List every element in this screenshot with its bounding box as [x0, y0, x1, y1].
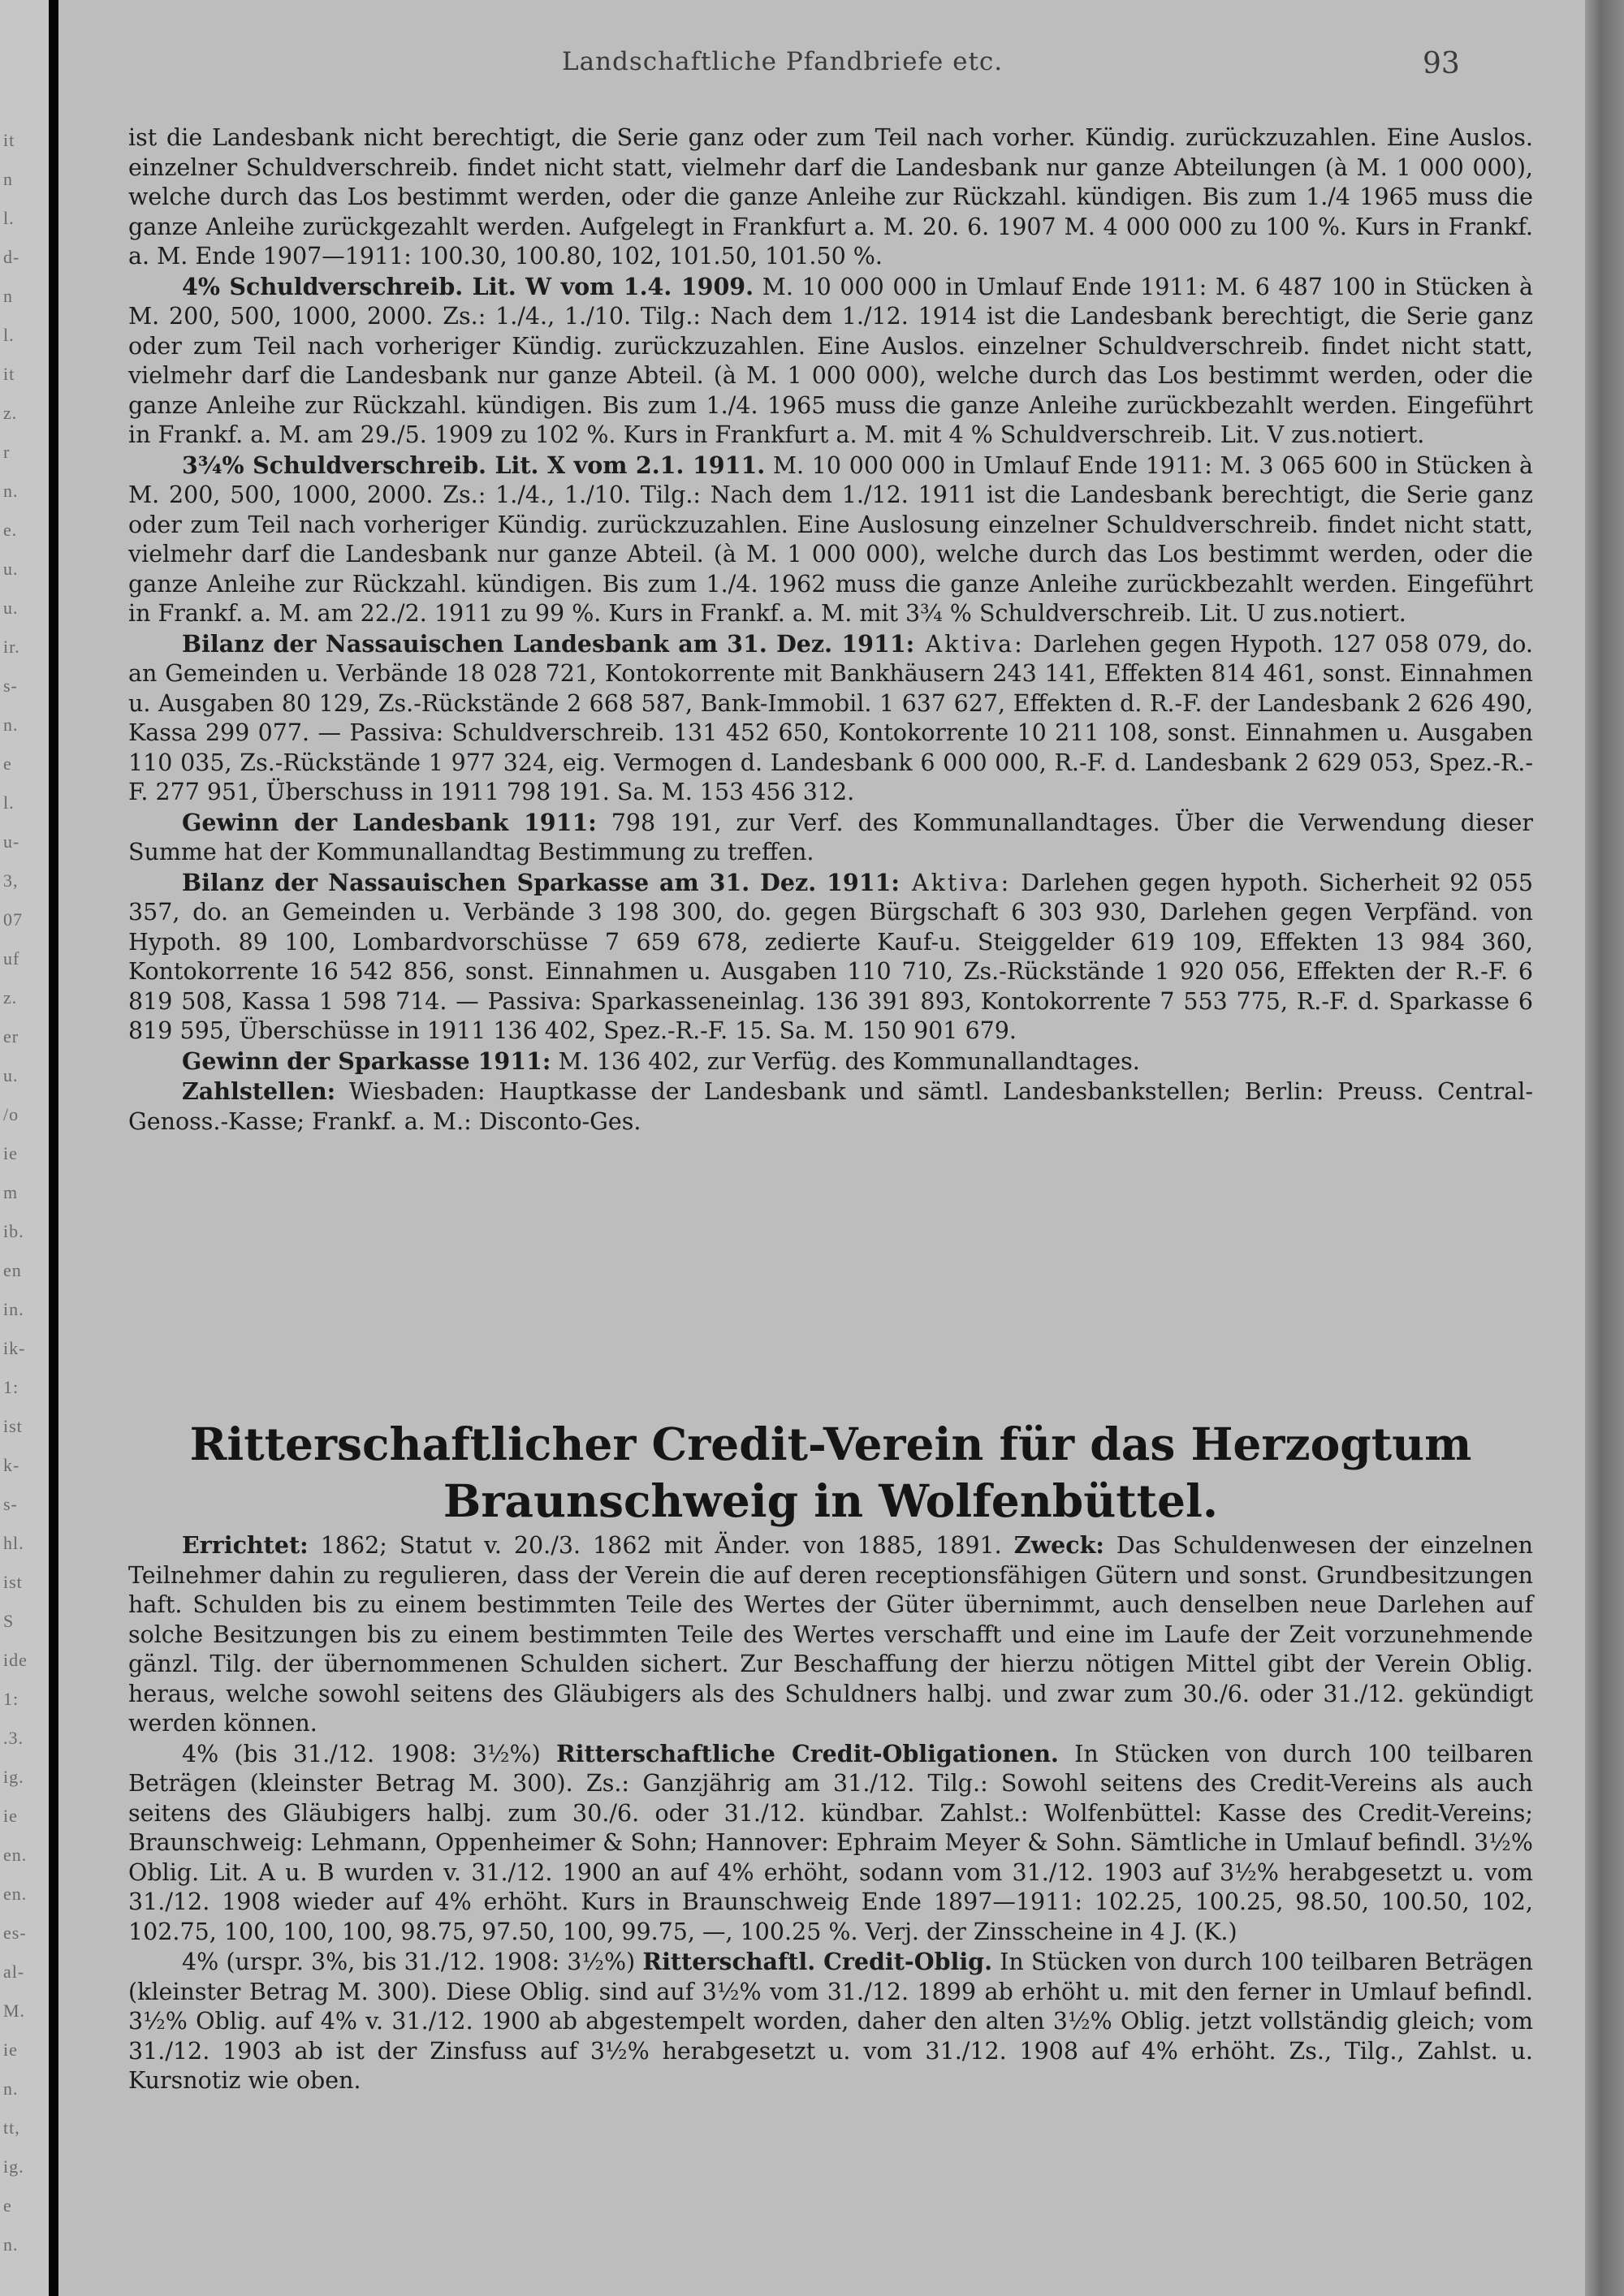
margin-fragment: en. — [3, 1884, 28, 1904]
paragraph-text: Wiesbaden: Hauptkasse der Landesbank und sämtl. Landesbankstellen; Berlin: Preuss. Central-Genoss.-Kasse; Frankf. a. M.: Disconto-Ges. — [128, 1078, 1533, 1135]
margin-fragment: u. — [3, 559, 19, 579]
paragraph-text: 4% (bis 31./12. 1908: 3½%) — [182, 1740, 556, 1767]
section-credit-verein-text — [128, 1530, 1533, 2096]
margin-fragment: n — [3, 286, 13, 306]
spaced-label: Aktiva: — [914, 630, 1025, 658]
margin-fragment: e — [3, 2195, 12, 2216]
paragraph-text: Das Schuldenwesen der einzelnen Teilnehmer dahin zu regulieren, dass der Verein die auf deren receptionsfähigen Gütern und sonst. Grundbesitzungen haft. Schulden bis zu einem bestimmten Teile des Wertes der Güter übernimmt, auch denselben neue Darlehen auf solche Besitzungen bis zu einem bestimmten Teile des Wertes verschafft und eine im Laufe der Zeit vorzunehmende gänzl. Tilg. der übernommenen Schulden sichert. Zur Beschaffung der hierzu nötigen Mittel gibt der Verein Oblig. heraus, welche sowohl seitens des Gläubigers als des Schuldners halbj. und zwar zum 30./6. oder 31./12. gekündigt werden können. — [128, 1532, 1533, 1737]
paragraph-text: In Stücken von durch 100 teilbaren Beträgen (kleinster Betrag M. 300). Diese Oblig. sind auf 3½% vom 31./12. 1899 ab erhöht u. mit den ferner in Umlauf befindl. 3½% Oblig. auf 4% v. 31./12. 1900 ab abgestempelt worden, daher den alten 3½% Oblig. jetzt vollständig gleich; vom 31./12. 1903 ab ist der Zinsfuss auf 3½% herabgesetzt u. vom 31./12. 1908 auf 4% erhöht. Zs., Tilg., Zahlst. u. Kursnotiz wie oben. — [128, 1949, 1534, 2094]
bold-heading: Zahlstellen: — [182, 1077, 336, 1105]
paragraph — [128, 1947, 1533, 2096]
margin-fragment: s- — [3, 1494, 18, 1514]
margin-fragment: 07 — [3, 909, 23, 930]
margin-fragment: u. — [3, 1065, 19, 1085]
book-binding-shadow — [49, 0, 58, 2296]
margin-fragment: n. — [3, 714, 19, 735]
margin-fragment: z. — [3, 987, 18, 1008]
spaced-label: Aktiva: — [899, 869, 1012, 896]
margin-fragment: ir. — [3, 637, 20, 657]
margin-fragment: ie — [3, 1143, 18, 1163]
margin-fragment: l. — [3, 325, 15, 345]
paragraph-text: M. 10 000 000 in Umlauf Ende 1911: M. 3 065 600 in Stücken à M. 200, 500, 1000, 2000. Zs.: 1./4., 1./10. Tilg.: Nach dem 1./12. 1911 ist die Landesbank berechtigt, die Serie ganz oder zum Teil nach vorheriger Kündig. zurückzuzahlen. Eine Auslosung einzelner Schuldverschreib. findet nicht statt, vielmehr darf die Landesbank nur ganze Abteil. (à M. 1 000 000), welche durch das Los bestimmt werden, oder die ganze Anleihe zur Rückzahl. kündigen. Bis zum 1./4. 1962 muss die ganze Anleihe zurückbezahlt werden. Eingeführt in Frankf. a. M. am 22./2. 1911 zu 99 %. Kurs in Frankf. a. M. mit 3¾ % Schuldverschreib. Lit. U zus.notiert. — [128, 451, 1533, 627]
margin-fragment: tt, — [3, 2117, 20, 2138]
margin-fragment: n. — [3, 481, 19, 501]
paragraph-text: 798 191, zur Verf. des Kommunallandtages. Über die Verwendung dieser Summe hat der Kommunallandtag Bestimmung zu treffen. — [128, 809, 1534, 865]
margin-fragment: /o — [3, 1104, 19, 1124]
page-header — [58, 47, 1585, 80]
paragraph-text: ist die Landesbank nicht berechtigt, die Serie ganz oder zum Teil nach vorher. Kündig. zurückzuzahlen. Eine Auslos. einzelner Schuldverschreib. findet nicht statt, vielmehr darf die Landesbank nur ganze Abteilungen (à M. 1 000 000), welche durch das Los bestimmt werden, oder die ganze Anleihe zur Rückzahl. kündigen. Bis zum 1./4 1965 muss die ganze Anleihe zurückgezahlt werden. Aufgelegt in Frankfurt a. M. 20. 6. 1907 M. 4 000 000 zu 100 %. Kurs in Frankf. a. M. Ende 1907—1911: 100.30, 100.80, 102, 101.50, 101.50 %. — [128, 124, 1533, 270]
margin-fragment: z. — [3, 403, 18, 423]
paragraph — [128, 1077, 1533, 1137]
paragraph-text: 1862; Statut v. 20./3. 1862 mit Änder. von 1885, 1891. — [308, 1532, 1014, 1559]
margin-fragment: r — [3, 442, 11, 462]
bold-heading: Gewinn der Landesbank 1911: — [182, 808, 597, 836]
paragraph — [128, 1530, 1533, 1739]
bold-heading: Bilanz der Nassauischen Sparkasse am 31. Dez. 1911: — [182, 868, 900, 896]
margin-fragment: 1: — [3, 1377, 19, 1397]
margin-fragment: u- — [3, 831, 20, 852]
margin-fragment: er — [3, 1026, 19, 1047]
bold-heading: Bilanz der Nassauischen Landesbank am 31. Dez. 1911: — [182, 629, 915, 658]
margin-fragment: ist — [3, 1572, 23, 1592]
paragraph-text: M. 10 000 000 in Umlauf Ende 1911: M. 6 487 100 in Stücken à M. 200, 500, 1000, 2000. Zs.: 1./4., 1./10. Tilg.: Nach dem 1./12. 1914 ist die Landesbank berechtigt, die Serie ganz oder zum Teil nach vorheriger Kündig. zurückzuzahlen. Eine Auslos. einzelner Schuldverschreib. findet nicht statt, vielmehr darf die Landesbank nur ganze Abteil. (à M. 1 000 000), welche durch das Los bestimmt werden, oder die ganze Anleihe zur Rückzahl. kündigen. Bis zum 1./4. 1965 muss die ganze Anleihe zurückbezahlt werden. Eingeführt in Frankf. a. M. am 29./5. 1909 zu 102 %. Kurs in Frankfurt a. M. mit 4 % Schuldverschreib. Lit. V zus.notiert. — [128, 273, 1533, 448]
margin-fragment: ide — [3, 1650, 28, 1670]
margin-fragment: ib. — [3, 1221, 24, 1241]
margin-fragment: S — [3, 1611, 15, 1631]
paragraph — [128, 1739, 1533, 1948]
paragraph-text: 4% (urspr. 3%, bis 31./12. 1908: 3½%) — [182, 1949, 643, 1975]
margin-fragment: in. — [3, 1299, 24, 1319]
margin-fragment: en. — [3, 1845, 28, 1865]
margin-fragment: it — [3, 364, 15, 384]
margin-fragment: uf — [3, 948, 20, 969]
margin-fragment: ie — [3, 2039, 18, 2060]
margin-fragment: d- — [3, 247, 20, 267]
bold-heading: Ritterschaftliche Credit-Obligationen. — [555, 1739, 1059, 1767]
margin-fragment: en — [3, 1260, 22, 1280]
bold-heading: Gewinn der Sparkasse 1911: — [182, 1047, 551, 1075]
margin-fragment: k- — [3, 1455, 20, 1475]
margin-fragment: 1: — [3, 1689, 19, 1709]
bold-heading: Errichtet: — [182, 1531, 309, 1559]
margin-fragment: n. — [3, 2078, 19, 2099]
margin-fragment: ik- — [3, 1338, 26, 1358]
paragraph-text: Darlehen gegen hypoth. Sicherheit 92 055 357, do. an Gemeinden u. Verbände 3 198 300, do. gegen Bürgschaft 6 303 930, Darlehen gegen Verpfänd. von Hypoth. 89 100, Lombardvorschüsse 7 659 678, zedierte Kauf-u. Steiggelder 619 109, Effekten 13 984 360, Kontokorrente 16 542 856, sonst. Einnahmen u. Ausgaben 110 710, Zs.-Rückstände 1 920 056, Effekten der R.-F. 6 819 508, Kassa 1 598 714. — Passiva: Sparkasseneinlag. 136 391 893, Kontokorrente 7 553 775, R.-F. d. Sparkasse 6 819 595, Überschüsse in 1911 136 402, Spez.-R.-F. 15. Sa. M. 150 901 679. — [128, 869, 1533, 1044]
margin-fragment: n. — [3, 2234, 19, 2255]
page-edge-shadow — [1585, 0, 1624, 2296]
margin-fragment: s- — [3, 675, 18, 696]
section-landesbank-text — [128, 123, 1533, 1137]
margin-fragment: ie — [3, 1806, 18, 1826]
paragraph — [128, 272, 1533, 451]
margin-fragment: e — [3, 753, 12, 774]
bold-heading: 3¾% Schuldverschreib. Lit. X vom 2.1. 1911. — [182, 451, 766, 479]
paragraph-text: In Stücken von durch 100 teilbaren Beträgen (kleinster Betrag M. 300). Zs.: Ganzjährig am 31./12. Tilg.: Sowohl seitens des Credit-Vereins als auch seitens des Gläubigers halbj. zum 30./6. oder 31./12. kündbar. Zahlst.: Wolfenbüttel: Kasse des Credit-Vereins; Braunschweig: Lehmann, Oppenheimer & Sohn; Hannover: Ephraim Meyer & Sohn. Sämtliche in Umlauf befindl. 3½% Oblig. Lit. A u. B wurden v. 31./12. 1900 an auf 4% erhöht, sodann vom 31./12. 1903 auf 3½% herabgesetzt u. vom 31./12. 1908 wieder auf 4% erhöht. Kurs in Braunschweig Ende 1897—1911: 102.25, 100.25, 98.50, 100.50, 102, 102.75, 100, 100, 100, 98.75, 97.50, 100, 99.75, —, 100.25 %. Verj. der Zinsscheine in 4 J. (K.) — [128, 1740, 1533, 1945]
margin-fragment: ig. — [3, 1767, 24, 1787]
paragraph — [128, 808, 1533, 868]
margin-fragment: m — [3, 1182, 19, 1202]
margin-fragment: l. — [3, 792, 15, 813]
paragraph-text: Darlehen gegen Hypoth. 127 058 079, do. an Gemeinden u. Verbände 18 028 721, Kontokorrente mit Bankhäusern 243 141, Effekten 814 461, sonst. Einnahmen u. Ausgaben 80 129, Zs.-Rückstände 2 668 587, Bank-Immobil. 1 637 627, Effekten d. R.-F. der Landesbank 2 626 490, Kassa 299 077. — Passiva: Schuldverschreib. 131 452 650, Kontokorrente 10 211 108, sonst. Einnahmen u. Ausgaben 110 035, Zs.-Rückstände 1 977 324, eig. Vermogen d. Landesbank 6 000 000, R.-F. d. Landesbank 2 629 053, Spez.-R.-F. 277 951, Überschuss in 1911 798 191. Sa. M. 153 456 312. — [128, 630, 1533, 805]
margin-fragment: e. — [3, 520, 18, 540]
margin-fragment: u. — [3, 598, 19, 618]
margin-fragment: ist — [3, 1416, 23, 1436]
margin-fragment: al- — [3, 1962, 25, 1982]
paragraph — [128, 1047, 1533, 1077]
paragraph — [128, 451, 1533, 629]
paragraph — [128, 629, 1533, 808]
margin-fragment: es- — [3, 1923, 27, 1943]
bold-heading: 4% Schuldverschreib. Lit. W vom 1.4. 1909. — [182, 272, 754, 300]
margin-fragment: ig. — [3, 2156, 24, 2177]
margin-fragment: n — [3, 169, 13, 189]
bold-heading: Ritterschaftl. Credit-Oblig. — [642, 1948, 993, 1975]
page-number: 93 — [1423, 47, 1460, 80]
paragraph — [128, 123, 1533, 272]
document-page — [58, 0, 1585, 2296]
margin-fragment: l. — [3, 208, 15, 228]
section-heading: Ritterschaftlicher Credit-Verein für das Herzogtum Braunschweig in Wolfenbüttel. — [189, 1418, 1472, 1527]
paragraph-text: M. 136 402, zur Verfüg. des Kommunallandtages. — [551, 1047, 1140, 1075]
paragraph — [128, 868, 1533, 1047]
bold-heading: Zweck: — [1013, 1531, 1104, 1559]
adjacent-page-strip — [0, 0, 49, 2296]
margin-fragment: it — [3, 130, 15, 150]
running-title: Landschaftliche Pfandbriefe etc. — [562, 47, 1004, 76]
margin-fragment: M. — [3, 2000, 26, 2021]
margin-fragment: 3, — [3, 870, 19, 891]
margin-fragment: hl. — [3, 1533, 24, 1553]
margin-fragment: .3. — [3, 1728, 24, 1748]
